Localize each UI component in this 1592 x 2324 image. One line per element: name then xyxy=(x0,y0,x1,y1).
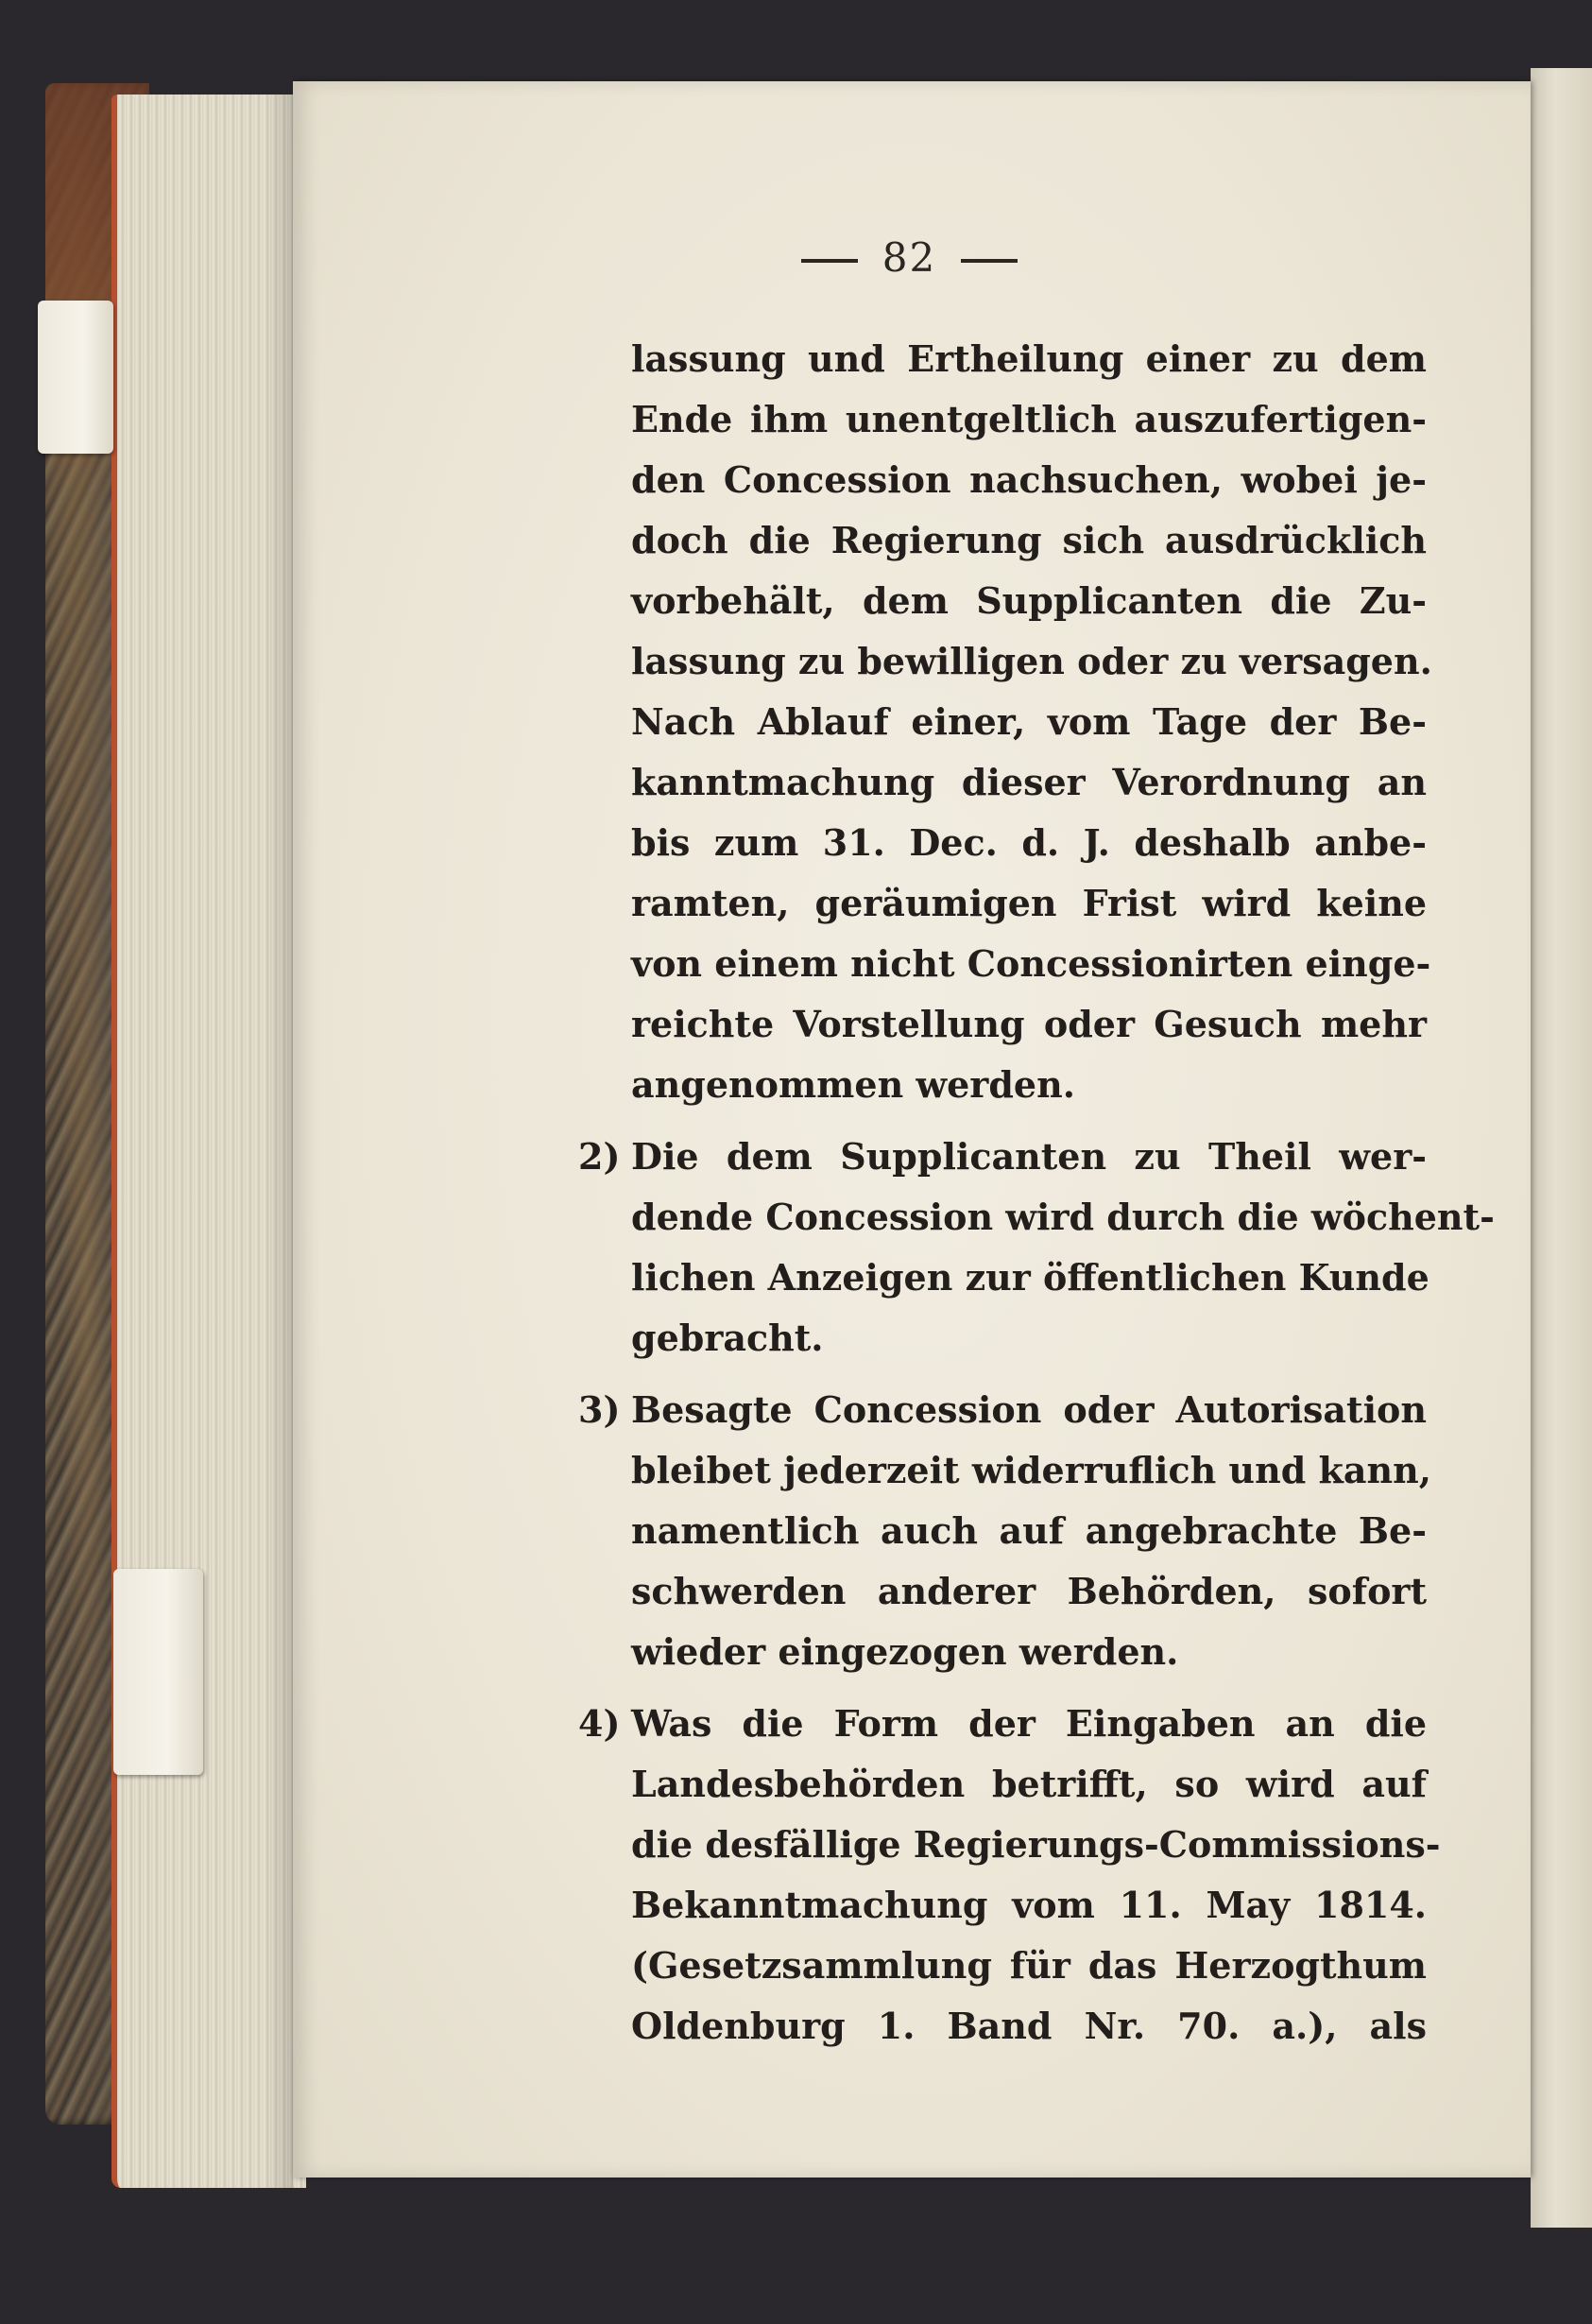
page-body xyxy=(578,329,1495,2057)
item-number: 2) xyxy=(578,1135,621,1178)
dash-right xyxy=(961,259,1018,263)
item-number: 3) xyxy=(578,1388,621,1431)
text-line: Oldenburg 1. Band Nr. 70. a.), als xyxy=(631,2005,1427,2047)
text-line: lassung zu bewilligen oder zu versagen. xyxy=(631,640,1432,682)
text-line: kanntmachung dieser Verordnung an xyxy=(631,761,1427,803)
text-line: lassung und Ertheilung einer zu dem xyxy=(631,337,1427,380)
text-line: lichen Anzeigen zur öffentlichen Kunde xyxy=(631,1256,1429,1299)
numbered-item-4 xyxy=(578,1694,1441,2057)
text-line: angenommen werden. xyxy=(631,1063,1075,1106)
text-line: Bekanntmachung vom 11. May 1814. xyxy=(631,1884,1427,1926)
text-line: Was die Form der Eingaben an die xyxy=(631,1702,1427,1745)
text-line: Nach Ablauf einer, vom Tage der Be- xyxy=(631,700,1427,743)
paper-bookmark-tab xyxy=(113,1569,203,1775)
text-line: Die dem Supplicanten zu Theil wer- xyxy=(631,1135,1427,1178)
text-line: die desfällige Regierungs-Commissions- xyxy=(631,1823,1441,1866)
text-line: dende Concession wird durch die wöchent- xyxy=(631,1196,1495,1238)
text-line: (Gesetzsammlung für das Herzogthum xyxy=(631,1944,1427,1987)
text-line: gebracht. xyxy=(631,1317,824,1359)
text-line: bleibet jederzeit widerruflich und kann, xyxy=(631,1449,1431,1491)
paper-bookmark-tab xyxy=(38,301,113,454)
text-line: Landesbehörden betrifft, so wird auf xyxy=(631,1763,1427,1805)
dash-left xyxy=(801,259,858,263)
text-line: ramten, geräumigen Frist wird keine xyxy=(631,882,1427,924)
text-line: Besagte Concession oder Autorisation xyxy=(631,1388,1427,1431)
text-line: den Concession nachsuchen, wobei je- xyxy=(631,458,1427,501)
text-line: doch die Regierung sich ausdrücklich xyxy=(631,519,1427,561)
text-line: Ende ihm unentgeltlich auszufertigen- xyxy=(631,398,1427,440)
facing-page-edge xyxy=(1531,68,1592,2228)
text-line: vorbehält, dem Supplicanten die Zu- xyxy=(631,579,1427,622)
page-number-header xyxy=(113,234,1592,281)
text-line: reichte Vorstellung oder Gesuch mehr xyxy=(631,1003,1427,1045)
text-line: schwerden anderer Behörden, sofort xyxy=(631,1570,1427,1612)
text-line: bis zum 31. Dec. d. J. deshalb anbe- xyxy=(631,821,1427,864)
gutter-shadow xyxy=(265,95,293,2188)
numbered-item-2 xyxy=(578,1127,1495,1369)
item-number: 4) xyxy=(578,1702,621,1745)
continuation-paragraph xyxy=(631,329,1432,1115)
text-line: von einem nicht Concessionirten einge- xyxy=(631,942,1431,985)
text-line: wieder eingezogen werden. xyxy=(631,1630,1179,1673)
numbered-item-3 xyxy=(578,1380,1431,1682)
page-number: 82 xyxy=(882,234,937,281)
text-line: namentlich auch auf angebrachte Be- xyxy=(631,1509,1427,1552)
